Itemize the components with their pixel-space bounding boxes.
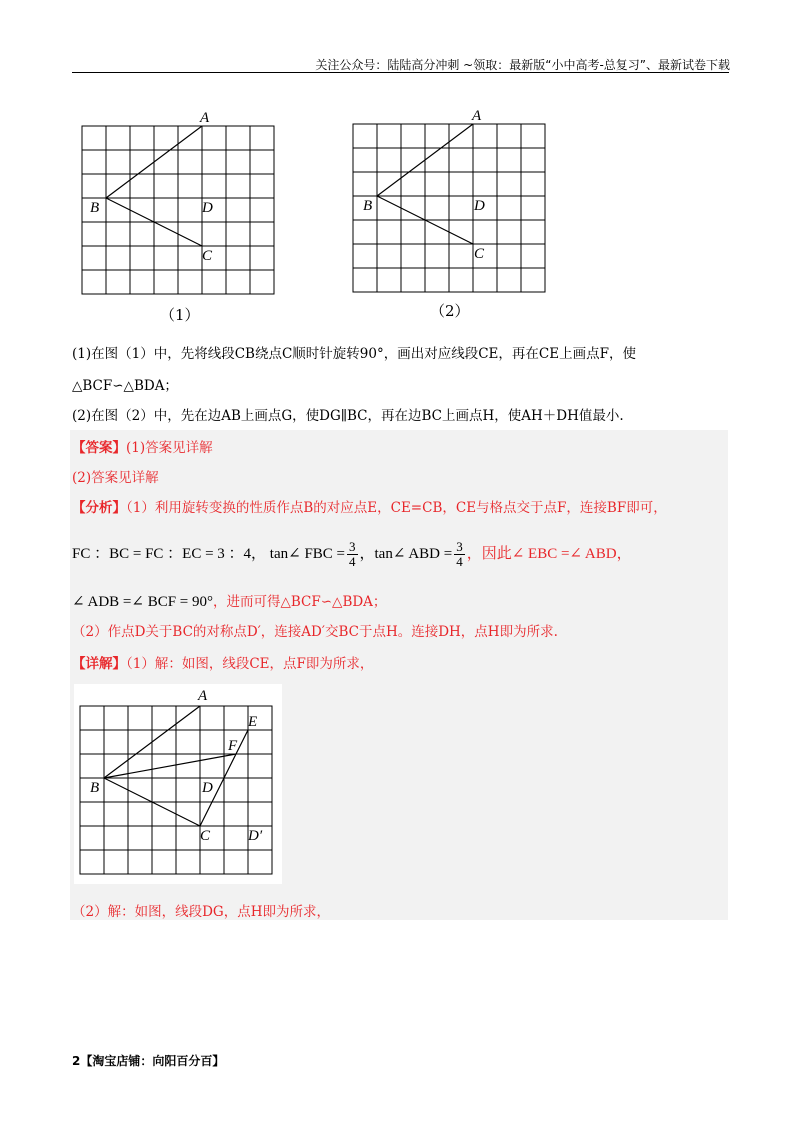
label-C: C [474, 246, 485, 262]
label-C: C [200, 828, 211, 844]
angle-90-text: ∠ ADB =∠ BCF = 90° [72, 594, 213, 610]
ratio-text: FC ：BC = FC ：EC = 3 ：4， [72, 545, 267, 562]
detail-d2: （2）解：如图，线段DG，点H即为所求， [72, 904, 330, 920]
figure-2 [348, 104, 550, 296]
question-1-line-2: △BCF∽△BDA； [72, 378, 178, 394]
detail-label: 【详解】 [72, 656, 126, 672]
figure-3 [74, 684, 282, 884]
analysis-line-3 [72, 590, 386, 611]
label-B: B [90, 780, 100, 796]
figure-1-caption: （1） [160, 306, 200, 324]
label-D: D [202, 780, 213, 796]
label-D: D [202, 200, 213, 216]
label-B: B [363, 198, 373, 214]
analysis-p1: （1）利用旋转变换的性质作点B的对应点E，CE=CB，CE与格点交于点F，连接BF即可， [126, 500, 667, 516]
answer-2: (2)答案见详解 [72, 470, 159, 486]
label-A: A [198, 688, 208, 704]
figure-2-caption: （2） [430, 302, 470, 320]
tan-abd: ，tan∠ ABD = [359, 545, 453, 562]
analysis-math-line [72, 540, 632, 569]
tan-fbc: tan∠ FBC = [269, 545, 346, 562]
label-A: A [200, 110, 210, 126]
answer-1: (1)答案见详解 [126, 440, 213, 456]
analysis-label: 【分析】 [72, 500, 126, 516]
question-2: (2)在图（2）中，先在边AB上画点G，使DG∥BC，再在边BC上画点H，使AH＋DH值最小. [72, 408, 624, 424]
label-F: F [228, 738, 238, 754]
detail-line-1 [72, 652, 373, 672]
label-C: C [202, 248, 213, 264]
analysis-line-1 [72, 496, 667, 516]
header-rule [72, 72, 729, 73]
fraction-1: $\frac{3}{4}$ [349, 539, 356, 569]
answer-line-1 [72, 436, 213, 456]
detail-d1: （1）解：如图，线段CE，点F即为所求， [126, 656, 374, 672]
angle-equal-text: ，因此∠ EBC =∠ ABD， [466, 545, 632, 562]
page-header: 关注公众号：陆陆高分冲刺 ~领取：最新版“小中高考-总复习”、最新试卷下载 [315, 58, 730, 72]
fraction-2: $\frac{3}{4}$ [456, 539, 463, 569]
analysis-p2: （2）作点D关于BC的对称点D′，连接AD′交BC于点H。连接DH，点H即为所求. [72, 624, 558, 640]
figure-1 [78, 104, 278, 300]
page-footer: 2【淘宝店铺：向阳百分百】 [72, 1054, 225, 1068]
label-B: B [90, 200, 100, 216]
similar-text: ，进而可得△BCF∽△BDA； [213, 594, 387, 610]
answer-label: 【答案】 [72, 440, 126, 456]
label-D: D [474, 198, 485, 214]
question-1-line-1: (1)在图（1）中，先将线段CB绕点C顺时针旋转90°，画出对应线段CE，再在CE上画点F，使 [72, 346, 636, 362]
label-D-prime: D′ [248, 828, 263, 844]
label-E: E [248, 714, 258, 730]
label-A: A [472, 108, 482, 124]
